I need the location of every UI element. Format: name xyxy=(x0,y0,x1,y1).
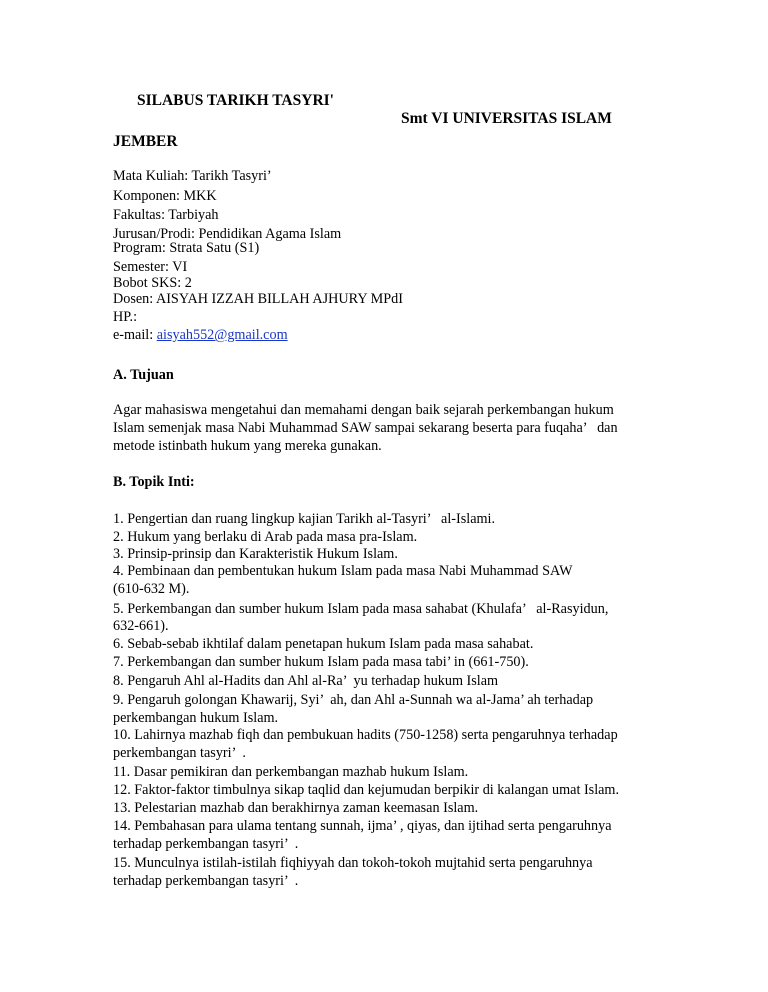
topic-line: terhadap perkembangan tasyri’ . xyxy=(113,836,299,852)
info-komponen: Komponen: MKK xyxy=(113,188,217,204)
info-bobot-sks: Bobot SKS: 2 xyxy=(113,275,192,291)
info-fakultas: Fakultas: Tarbiyah xyxy=(113,207,219,223)
topic-line: 12. Faktor-faktor timbulnya sikap taqlid dan kejumudan berpikir di kalangan umat Islam. xyxy=(113,782,620,798)
info-mata-kuliah: Mata Kuliah: Tarikh Tasyri’ xyxy=(113,168,272,184)
section-a-heading: A. Tujuan xyxy=(113,367,174,383)
topic-line: 11. Dasar pemikiran dan perkembangan mazhab hukum Islam. xyxy=(113,764,469,780)
info-program: Program: Strata Satu (S1) xyxy=(113,240,260,256)
info-dosen: Dosen: AISYAH IZZAH BILLAH AJHURY MPdI xyxy=(113,291,403,307)
topic-line: perkembangan tasyri’ . xyxy=(113,745,246,761)
topic-line: 15. Munculnya istilah-istilah fiqhiyyah dan tokoh-tokoh mujtahid serta pengaruhnya xyxy=(113,855,593,871)
email-label: e-mail: xyxy=(113,327,157,343)
page-title: SILABUS TARIKH TASYRI' xyxy=(137,92,334,109)
email-link[interactable]: aisyah552@gmail.com xyxy=(156,327,288,343)
topic-line: 9. Pengaruh golongan Khawarij, Syi’ ah, dan Ahl a-Sunnah wa al-Jama’ ah terhadap xyxy=(113,692,594,708)
topic-line: 632-661). xyxy=(113,618,169,634)
topic-line: 14. Pembahasan para ulama tentang sunnah, ijma’ , qiyas, dan ijtihad serta pengaruhnya xyxy=(113,818,612,834)
info-email xyxy=(113,327,288,344)
section-a-line: Islam semenjak masa Nabi Muhammad SAW sampai sekarang beserta para fuqaha’ dan xyxy=(113,420,618,436)
info-hp: HP.: xyxy=(113,309,138,325)
section-b-heading: B. Topik Inti: xyxy=(113,474,195,490)
topic-line: 8. Pengaruh Ahl al-Hadits dan Ahl al-Ra’ yu terhadap hukum Islam xyxy=(113,673,499,689)
topic-line: perkembangan hukum Islam. xyxy=(113,710,279,726)
topic-line: 1. Pengertian dan ruang lingkup kajian Tarikh al-Tasyri’ al-Islami. xyxy=(113,511,496,527)
topic-line: 7. Perkembangan dan sumber hukum Islam pada masa tabi’ in (661-750). xyxy=(113,654,529,670)
section-a-line: Agar mahasiswa mengetahui dan memahami dengan baik sejarah perkembangan hukum xyxy=(113,402,614,418)
topic-line: 2. Hukum yang berlaku di Arab pada masa pra-Islam. xyxy=(113,529,418,545)
info-jurusan: Jurusan/Prodi: Pendidikan Agama Islam xyxy=(113,226,342,242)
section-a-line: metode istinbath hukum yang mereka gunakan. xyxy=(113,438,382,454)
topic-line: 10. Lahirnya mazhab fiqh dan pembukuan hadits (750-1258) serta pengaruhnya terhadap xyxy=(113,727,618,743)
topic-line: (610-632 M). xyxy=(113,581,190,597)
topic-line: 3. Prinsip-prinsip dan Karakteristik Hukum Islam. xyxy=(113,546,398,562)
topic-line: 4. Pembinaan dan pembentukan hukum Islam pada masa Nabi Muhammad SAW xyxy=(113,563,573,579)
topic-line: terhadap perkembangan tasyri’ . xyxy=(113,873,299,889)
info-semester: Semester: VI xyxy=(113,259,188,275)
topic-line: 5. Perkembangan dan sumber hukum Islam pada masa sahabat (Khulafa’ al-Rasyidun, xyxy=(113,601,609,617)
university-location: JEMBER xyxy=(113,133,178,150)
topic-line: 13. Pelestarian mazhab dan berakhirnya zaman keemasan Islam. xyxy=(113,800,479,816)
topic-line: 6. Sebab-sebab ikhtilaf dalam penetapan hukum Islam pada masa sahabat. xyxy=(113,636,534,652)
semester-university: Smt VI UNIVERSITAS ISLAM xyxy=(401,110,612,127)
